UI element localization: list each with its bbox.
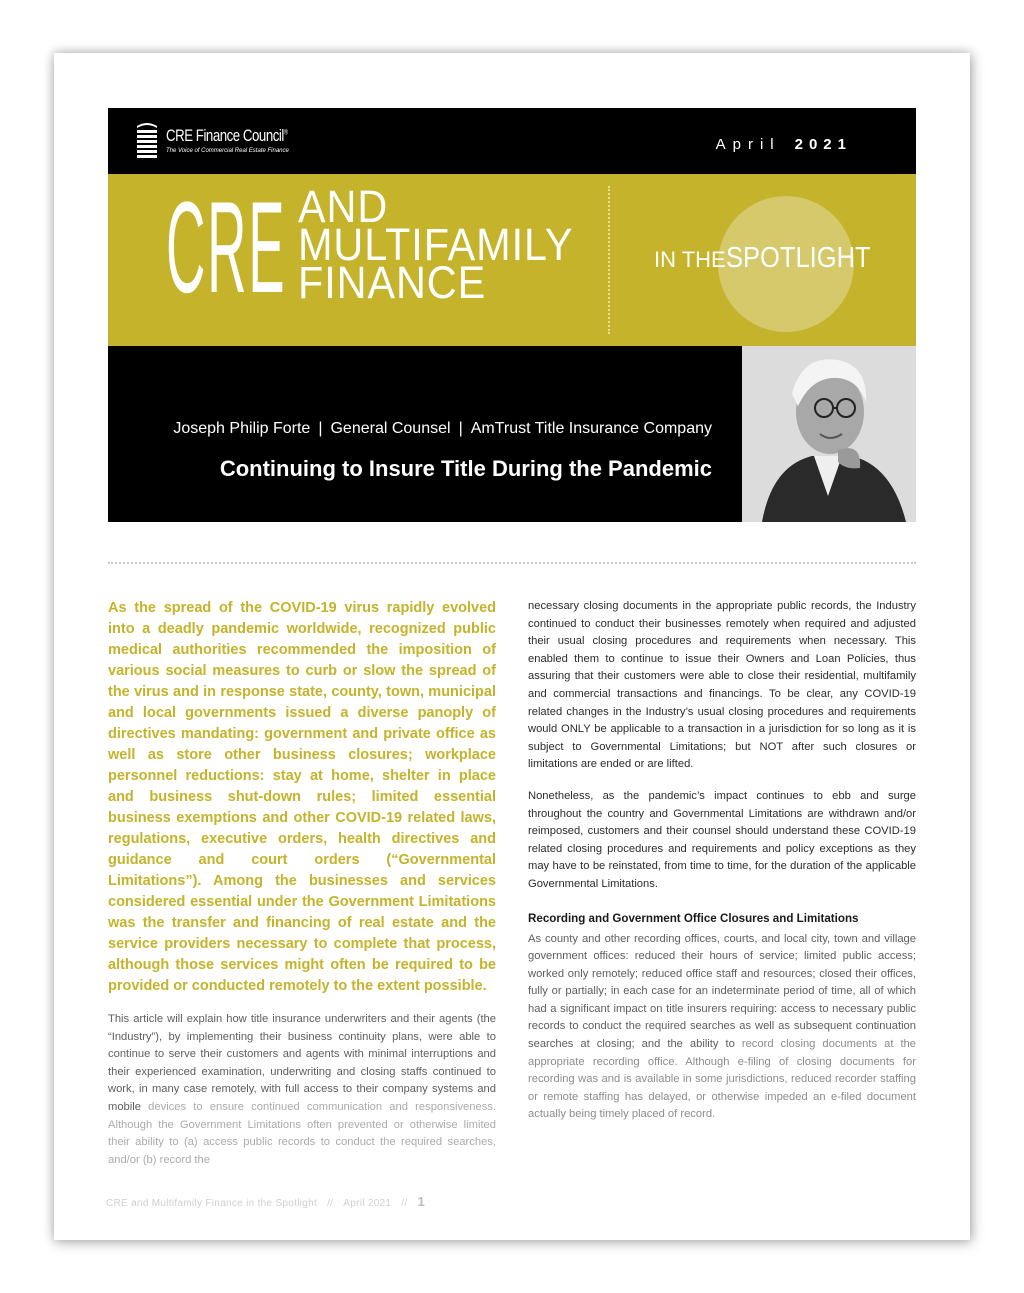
body-paragraph: Nonetheless, as the pandemic’s impact continues to ebb and surge throughout the country and Governmental Limitations are withdrawn and/or reimposed, customers and their counsel should understand these COVID-19 related closing procedures and requirements and policy exceptions as they may have to be reinstated, from time to time, for the duration of the applicable Governmental Limitations. [528, 789, 916, 890]
footer-date: April 2021 [343, 1198, 392, 1209]
lead-paragraph: As the spread of the COVID-19 virus rapidly evolved into a deadly pandemic worldwide, recognized public medical authorities recommended the imposition of various social measures to curb or slow the spread of the virus and in response state, county, town, municipal and local governments issued a diverse panoply of directives mandating: government and private office as well as store other business closures; workplace personnel reductions: stay at home, shelter in place and business shut-down rules; limited essential business exemptions and other COVID-19 related laws, regulations, executive orders, health directives and guidance and court orders (“Governmental Limitations”). Among the businesses and services considered essential under the Government Limitations was the transfer and financing of real estate and the service providers necessary to complete that process, although those services might often be required to be provided or conducted remotely to the extent possible. [108, 600, 496, 994]
banner-title-stack [298, 181, 597, 308]
banner-spotlight: SPOTLIGHT [726, 242, 871, 274]
author-portrait-image [742, 346, 916, 522]
issue-year: 2021 [794, 136, 852, 153]
banner-cre-word: CRE [166, 174, 287, 320]
author-company: AmTrust Title Insurance Company [470, 420, 712, 437]
body-text-b: record closing documents at the appropriate recording office. Although e-filing of closing documents for recording was and is available in some jurisdictions, reduced recorder staffing or remote staffing has delayed, or otherwise impeded an e-filed document actually being timely placed of record. [528, 1038, 916, 1121]
body-text-a: This article will explain how title insurance underwriters and their agents (the “Industry”), by implementing their business continuity plans, were able to continue to serve their customers and agents with minimal interruptions and their experienced examination, underwriting and closing staffs continued to work, in many case remotely, with full access to their company systems and mobile [108, 1013, 496, 1113]
body-paragraph: necessary closing documents in the appropriate public records, the Industry continued to conduct their businesses remotely when required and adjusted their usual closing procedures and requirements when necessary. This enabled them to continue to issue their Owners and Loan Policies, thus assuring that their customers were able to close their residential, multifamily and commercial transactions and financings. To be clear, any COVID-19 related changes in the Industry’s usual closing procedures and requirements would ONLY be applicable to a transaction in a jurisdiction for so long as it is subject to Governmental Limitations; but NOT after such closures or limitations are ended or are lifted. [528, 600, 916, 771]
newsletter-page [54, 53, 970, 1240]
right-column [528, 598, 916, 1124]
footer-publication: CRE and Multifamily Finance in the Spotlight [106, 1198, 318, 1209]
author-banner [108, 346, 916, 522]
issue-date [716, 136, 852, 153]
section-divider [108, 562, 916, 564]
author-name: Joseph Philip Forte [173, 420, 311, 437]
cre-finance-council-logo [134, 120, 304, 164]
page-footer: CRE and Multifamily Finance in the Spotlight // April 2021 // 1 [106, 1194, 425, 1209]
banner-in-the: IN THE [654, 247, 726, 272]
left-column [108, 598, 496, 1169]
masthead-bar [108, 108, 916, 174]
banner-line-3: FINANCE [298, 257, 487, 308]
banner-line-2: MULTIFAMILY [298, 219, 574, 270]
body-text-b: devices to ensure continued communication and responsiveness. Although the Government Limitations often prevented or otherwise limited their ability to (a) access public records to conduct the required searches, and/or (b) record the [108, 1100, 496, 1166]
body-paragraph [108, 1011, 496, 1169]
author-role: General Counsel [330, 420, 451, 437]
banner-divider [608, 186, 610, 334]
page-number: 1 [417, 1194, 425, 1209]
body-paragraph [528, 931, 916, 1125]
issue-month: April [715, 136, 781, 153]
section-subheading: Recording and Government Office Closures and Limitations [528, 911, 859, 925]
banner-line-1: AND [298, 181, 389, 232]
building-columns-icon [134, 120, 160, 162]
logo-org-name: CRE Finance Council® [166, 126, 288, 145]
title-banner [108, 174, 916, 346]
article-title: Continuing to Insure Title During the Pandemic [219, 456, 712, 481]
logo-tagline: The Voice of Commercial Real Estate Finance [166, 148, 289, 154]
body-text-a: As county and other recording offices, courts, and local city, town and village government offices: reduced their hours of service; limited public access; worked only remotely; reduced office staff and resources; closed their offices, fully or partially; in each case for an indeterminate period of time, all of which had a significant impact on title insurers requiring: access to necessary public records to conduct the required searches as well as subsequent continuation searches at closing; and the ability to [528, 932, 916, 1051]
author-byline: Joseph Philip Forte | General Counsel | AmTrust Title Insurance Company [173, 420, 712, 437]
